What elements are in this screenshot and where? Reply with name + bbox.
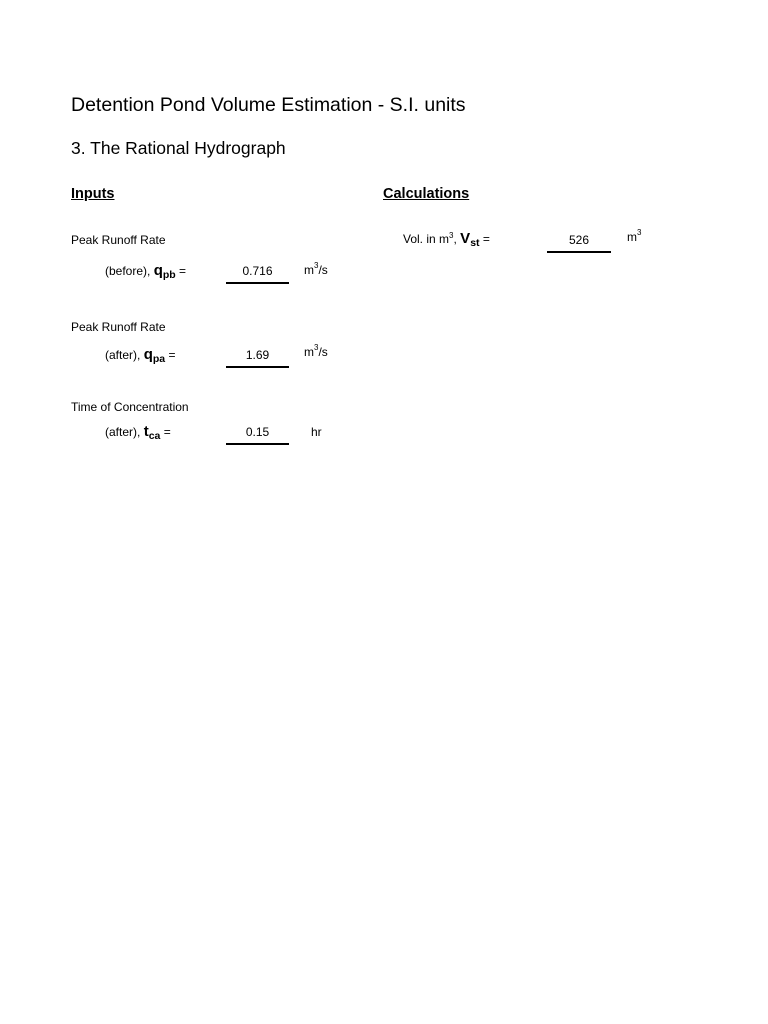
tca-unit: hr xyxy=(311,425,322,439)
volume-label: Vol. in $m^3$, xyxy=(403,231,457,246)
page-title: Detention Pond Volume Estimation - S.I. units xyxy=(71,94,466,116)
calculations-heading: Calculations xyxy=(383,186,470,202)
equals-sign: = xyxy=(482,232,490,246)
inputs-heading: Inputs xyxy=(71,186,115,202)
time-conc-qualifier: (after), xyxy=(105,425,141,439)
vst-value: 526 xyxy=(547,233,611,253)
peak-after-qualifier: (after), xyxy=(105,348,141,362)
vst-symbol: $V_{st}$ xyxy=(460,230,480,249)
time-conc-label: Time of Concentration xyxy=(71,400,189,414)
equals-sign: = xyxy=(168,348,176,362)
peak-after-row xyxy=(105,346,175,363)
peak-before-qualifier: (before), xyxy=(105,264,151,278)
section-subtitle: 3. The Rational Hydrograph xyxy=(71,138,286,158)
qpa-unit: $m^3/s$ xyxy=(304,343,328,359)
qpb-symbol: $q_{pb}$ xyxy=(153,262,176,281)
equals-sign: = xyxy=(163,425,171,439)
time-conc-row xyxy=(105,423,171,440)
qpa-value[interactable]: 1.69 xyxy=(226,348,289,368)
equals-sign: = xyxy=(179,264,187,278)
qpb-value[interactable]: 0.716 xyxy=(226,264,289,284)
qpb-unit: $m^3/s$ xyxy=(304,261,328,277)
tca-symbol: $t_{ca}$ xyxy=(143,423,161,442)
peak-before-row xyxy=(105,262,186,279)
vst-unit: $m^3$ xyxy=(627,228,642,244)
peak-before-label: Peak Runoff Rate xyxy=(71,233,166,247)
qpa-symbol: $q_{pa}$ xyxy=(143,346,166,365)
volume-row xyxy=(403,230,490,247)
tca-value[interactable]: 0.15 xyxy=(226,425,289,445)
peak-after-label: Peak Runoff Rate xyxy=(71,320,166,334)
